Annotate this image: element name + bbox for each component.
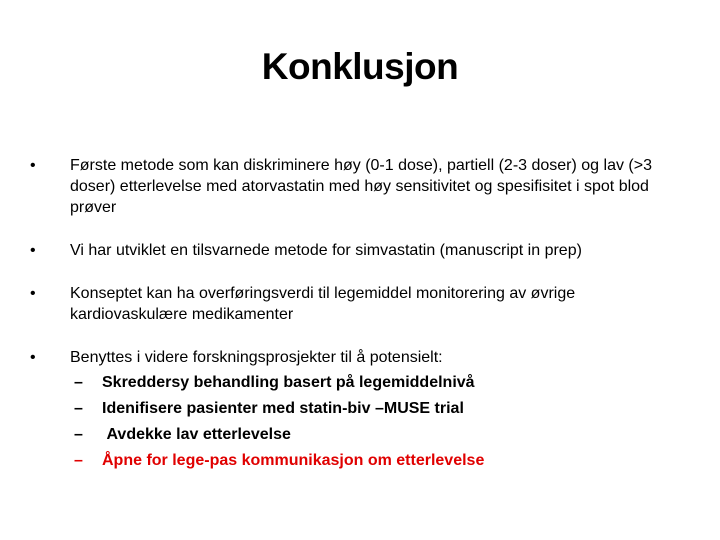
sub-item-text: Idenifisere pasienter med statin-biv –MUSE trial (102, 400, 464, 417)
slide-title: Konklusjon (261, 46, 459, 87)
bullet-item (30, 283, 690, 325)
bullet-text: Første metode som kan diskriminere høy (0-1 dose), partiell (2-3 doser) og lav (>3 doser) etterlevelse med atorvastatin med høy sensitivitet og spesifisitet i spot blod prøver (70, 157, 652, 216)
dash-icon: – (74, 452, 83, 469)
bullet-text: Benyttes i videre forskningsprosjekter til å potensielt: (70, 349, 443, 366)
bullet-icon: • (30, 157, 36, 174)
sub-item-text: Skreddersy behandling basert på legemiddelnivå (102, 374, 475, 391)
bullet-icon: • (30, 242, 36, 259)
bullet-item (30, 347, 690, 368)
bullet-text: Konseptet kan ha overføringsverdi til legemiddel monitorering av øvrige kardiovaskulære medikamenter (70, 285, 576, 323)
bullet-icon: • (30, 285, 36, 302)
bullet-item (30, 155, 690, 218)
sub-item-text: Åpne for lege-pas kommunikasjon om etterlevelse (102, 452, 485, 469)
sub-item-text: Avdekke lav etterlevelse (102, 426, 291, 443)
sub-list (74, 370, 690, 474)
bullet-icon: • (30, 349, 36, 366)
sub-item-highlighted (74, 448, 690, 474)
sub-item (74, 396, 690, 422)
sub-item (74, 422, 690, 448)
slide-body (30, 155, 690, 474)
dash-icon: – (74, 426, 83, 443)
sub-item (74, 370, 690, 396)
dash-icon: – (74, 374, 83, 391)
bullet-text: Vi har utviklet en tilsvarnede metode for simvastatin (manuscript in prep) (70, 242, 582, 259)
bullet-item (30, 240, 690, 261)
dash-icon: – (74, 400, 83, 417)
